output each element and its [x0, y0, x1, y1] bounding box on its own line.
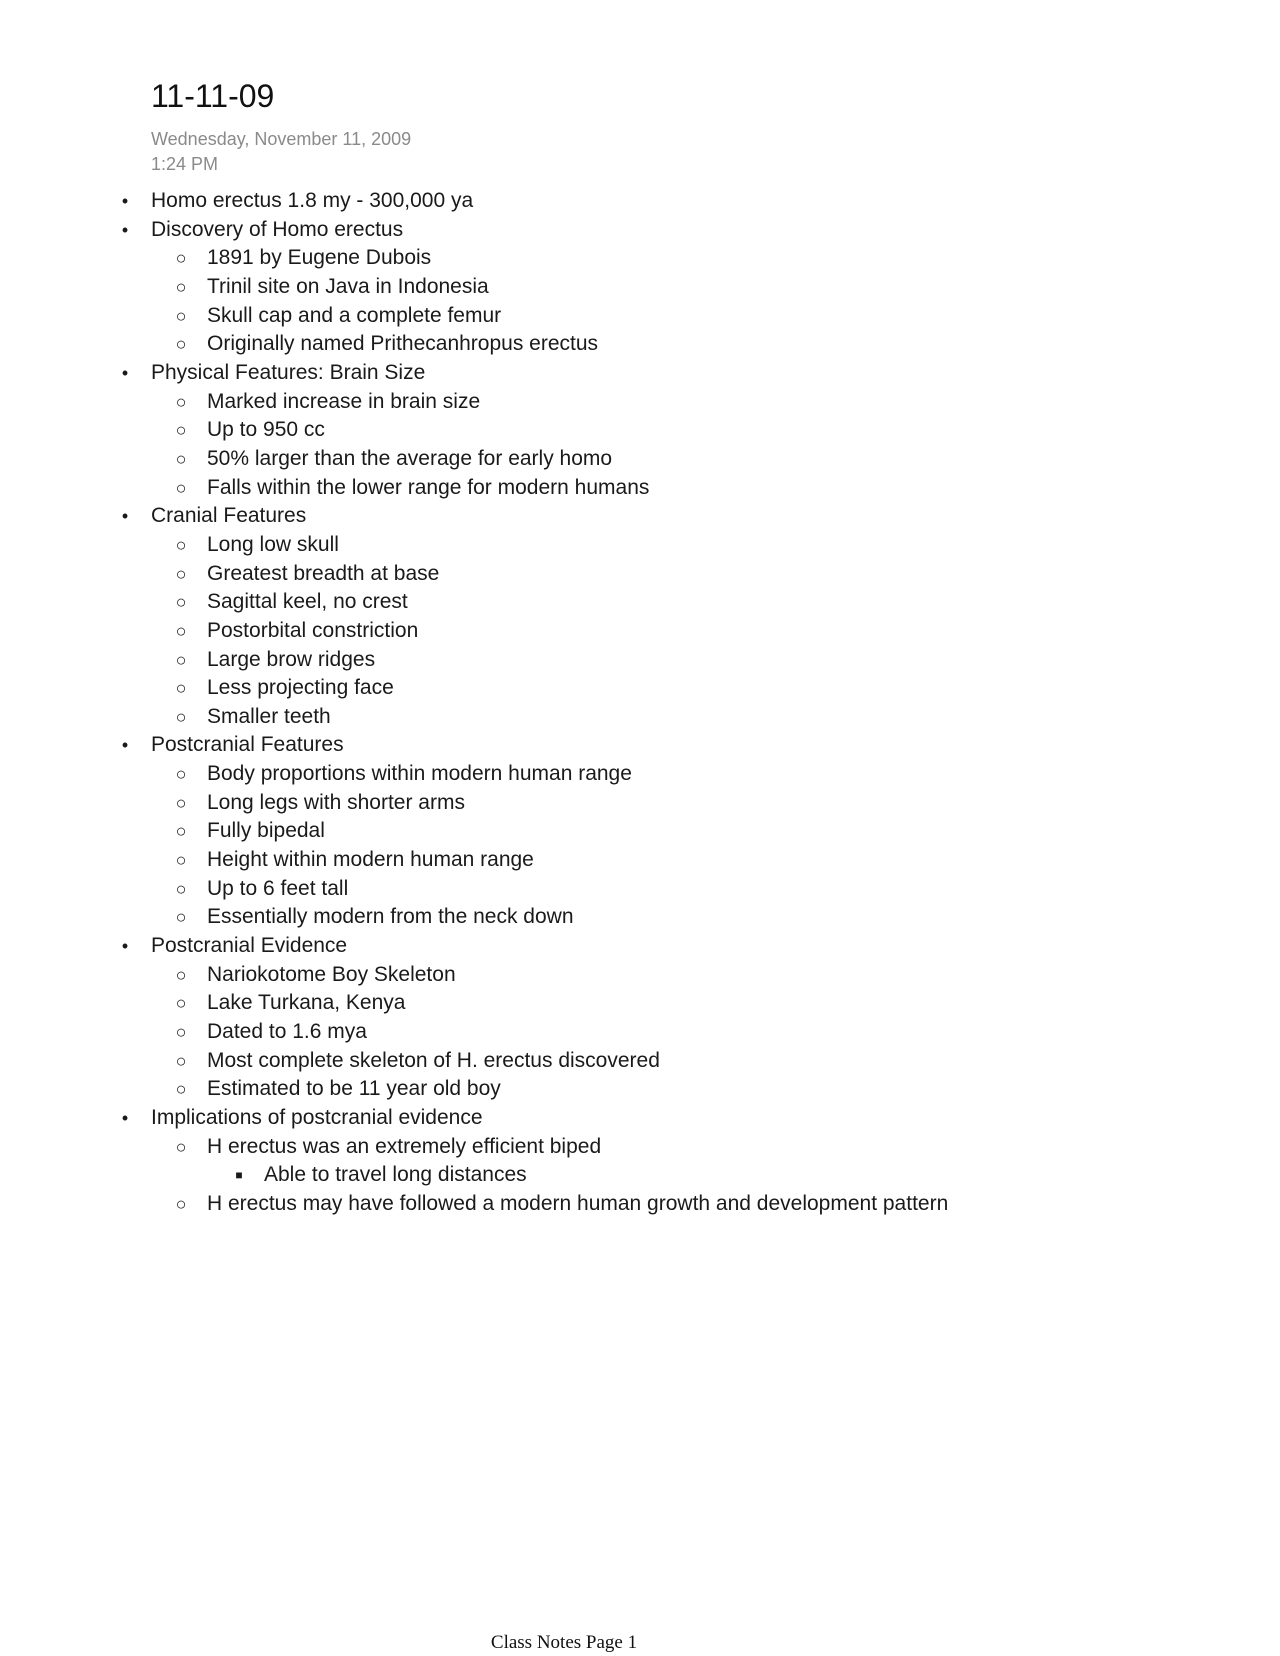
- outline-item-text: Lake Turkana, Kenya: [207, 991, 406, 1015]
- outline-item-level-2: [0, 1133, 1280, 1162]
- bullet-circle-icon: ○: [175, 1136, 187, 1157]
- outline-item-text: Originally named Prithecanhropus erectus: [207, 332, 599, 356]
- outline-item-text: Implications of postcranial evidence: [151, 1106, 483, 1129]
- outline-item-level-2: [0, 302, 1280, 331]
- outline-item-level-2: [0, 846, 1280, 875]
- bullet-circle-icon: ○: [175, 276, 187, 297]
- bullet-circle-icon: ○: [175, 907, 187, 928]
- outline-item-level-2: [0, 244, 1280, 273]
- outline-item-level-2: [0, 416, 1280, 445]
- outline-item-text: Up to 950 cc: [207, 418, 325, 442]
- bullet-circle-icon: ○: [175, 334, 187, 355]
- outline-item-text: Essentially modern from the neck down: [207, 905, 574, 929]
- outline-item-text: Less projecting face: [207, 676, 394, 700]
- bullet-circle-icon: ○: [175, 592, 187, 613]
- outline-item-level-2: [0, 760, 1280, 789]
- outline-item-text: Fully bipedal: [207, 819, 325, 843]
- outline-item-text: Nariokotome Boy Skeleton: [207, 962, 456, 986]
- outline-item-level-2: [0, 445, 1280, 474]
- outline-item-text: Marked increase in brain size: [207, 389, 481, 413]
- outline-item-text: Dated to 1.6 mya: [207, 1020, 367, 1044]
- outline-item-level-2: [0, 703, 1280, 732]
- bullet-circle-icon: ○: [175, 964, 187, 985]
- outline-item-level-1: [0, 731, 1280, 760]
- outline-item-text: Skull cap and a complete femur: [207, 303, 502, 327]
- outline-item-level-1: [0, 187, 1280, 216]
- bullet-circle-icon: ○: [175, 706, 187, 727]
- outline-item-text: Sagittal keel, no crest: [207, 590, 408, 614]
- bullet-circle-icon: ○: [175, 448, 187, 469]
- outline-item-text: Body proportions within modern human range: [207, 762, 632, 786]
- outline-item-text: Postcranial Features: [151, 733, 344, 757]
- outline-item-text: 1891 by Eugene Dubois: [207, 246, 432, 270]
- outline-item-level-2: [0, 330, 1280, 359]
- page-title: 11-11-09: [151, 78, 275, 114]
- outline-item-text: Large brow ridges: [207, 647, 376, 671]
- outline-item-text: Most complete skeleton of H. erectus discovered: [207, 1048, 660, 1072]
- bullet-circle-icon: ○: [175, 649, 187, 670]
- bullet-circle-icon: ○: [175, 1079, 187, 1100]
- page-date: Wednesday, November 11, 2009: [151, 129, 412, 149]
- bullet-circle-icon: ○: [175, 993, 187, 1014]
- bullet-dot-icon: •: [121, 362, 129, 383]
- bullet-dot-icon: •: [121, 191, 129, 211]
- outline-item-text: Greatest breadth at base: [207, 561, 440, 585]
- outline-item-text: Up to 6 feet tall: [207, 876, 349, 900]
- bullet-dot-icon: •: [121, 506, 129, 527]
- outline-item-text: 50% larger than the average for early homo: [207, 446, 613, 470]
- outline-item-level-2: [0, 560, 1280, 589]
- bullet-circle-icon: ○: [175, 305, 187, 326]
- outline-item-level-1: [0, 216, 1280, 245]
- notes-outline: [0, 187, 1280, 1219]
- bullet-circle-icon: ○: [175, 1022, 187, 1043]
- outline-item-text: Long low skull: [207, 532, 339, 556]
- outline-item-level-3: [0, 1161, 1280, 1190]
- bullet-circle-icon: ○: [175, 534, 187, 555]
- outline-item-level-2: [0, 989, 1280, 1018]
- outline-item-level-2: [0, 617, 1280, 646]
- outline-item-level-2: [0, 531, 1280, 560]
- outline-item-level-1: [0, 502, 1280, 531]
- outline-item-level-1: [0, 359, 1280, 388]
- outline-item-text: Smaller teeth: [207, 704, 331, 728]
- outline-item-level-2: [0, 875, 1280, 904]
- bullet-circle-icon: ○: [175, 563, 187, 584]
- outline-item-level-2: [0, 903, 1280, 932]
- page-footer: Class Notes Page 1: [490, 1632, 638, 1653]
- bullet-square-icon: ■: [235, 1168, 243, 1183]
- outline-item-text: Trinil site on Java in Indonesia: [207, 274, 489, 298]
- outline-item-text: H erectus may have followed a modern human growth and development pattern: [207, 1191, 949, 1215]
- outline-item-text: Postorbital constriction: [207, 618, 419, 642]
- outline-item-level-2: [0, 588, 1280, 617]
- outline-item-text: Height within modern human range: [207, 848, 534, 872]
- outline-item-text: Discovery of Homo erectus: [151, 217, 404, 241]
- bullet-circle-icon: ○: [175, 764, 187, 785]
- outline-item-level-2: [0, 1018, 1280, 1047]
- bullet-circle-icon: ○: [175, 821, 187, 842]
- bullet-circle-icon: ○: [175, 878, 187, 899]
- bullet-circle-icon: ○: [175, 1193, 187, 1214]
- bullet-dot-icon: •: [121, 219, 129, 240]
- outline-item-level-1: [0, 1104, 1280, 1133]
- bullet-circle-icon: ○: [175, 391, 187, 412]
- bullet-circle-icon: ○: [175, 248, 187, 269]
- outline-item-text: Postcranial Evidence: [151, 934, 348, 958]
- bullet-circle-icon: ○: [175, 620, 187, 641]
- outline-item-level-2: [0, 961, 1280, 990]
- outline-item-text: Falls within the lower range for modern humans: [207, 475, 650, 499]
- outline-item-text: Physical Features: Brain Size: [151, 360, 426, 384]
- bullet-dot-icon: •: [121, 735, 129, 756]
- outline-item-level-2: [0, 273, 1280, 302]
- bullet-dot-icon: •: [121, 936, 129, 957]
- outline-item-text: Estimated to be 11 year old boy: [207, 1077, 501, 1101]
- bullet-circle-icon: ○: [175, 420, 187, 441]
- outline-item-text: Long legs with shorter arms: [207, 790, 465, 814]
- outline-item-level-2: [0, 388, 1280, 417]
- bullet-dot-icon: •: [121, 1108, 129, 1128]
- outline-item-level-2: [0, 474, 1280, 503]
- bullet-circle-icon: ○: [175, 477, 187, 498]
- outline-item-level-2: [0, 674, 1280, 703]
- outline-item-level-2: [0, 817, 1280, 846]
- outline-item-level-2: [0, 1190, 1280, 1219]
- outline-item-level-2: [0, 1047, 1280, 1076]
- outline-item-text: Homo erectus 1.8 my - 300,000 ya: [151, 189, 474, 212]
- outline-item-level-1: [0, 932, 1280, 961]
- outline-item-level-2: [0, 646, 1280, 675]
- bullet-circle-icon: ○: [175, 678, 187, 699]
- bullet-circle-icon: ○: [175, 850, 187, 871]
- outline-item-text: Able to travel long distances: [264, 1163, 527, 1187]
- bullet-circle-icon: ○: [175, 1050, 187, 1071]
- outline-item-text: Cranial Features: [151, 504, 307, 528]
- outline-item-text: H erectus was an extremely efficient biped: [207, 1134, 602, 1158]
- outline-item-level-2: [0, 1075, 1280, 1104]
- bullet-circle-icon: ○: [175, 792, 187, 813]
- page-time: 1:24 PM: [151, 154, 219, 174]
- outline-item-level-2: [0, 789, 1280, 818]
